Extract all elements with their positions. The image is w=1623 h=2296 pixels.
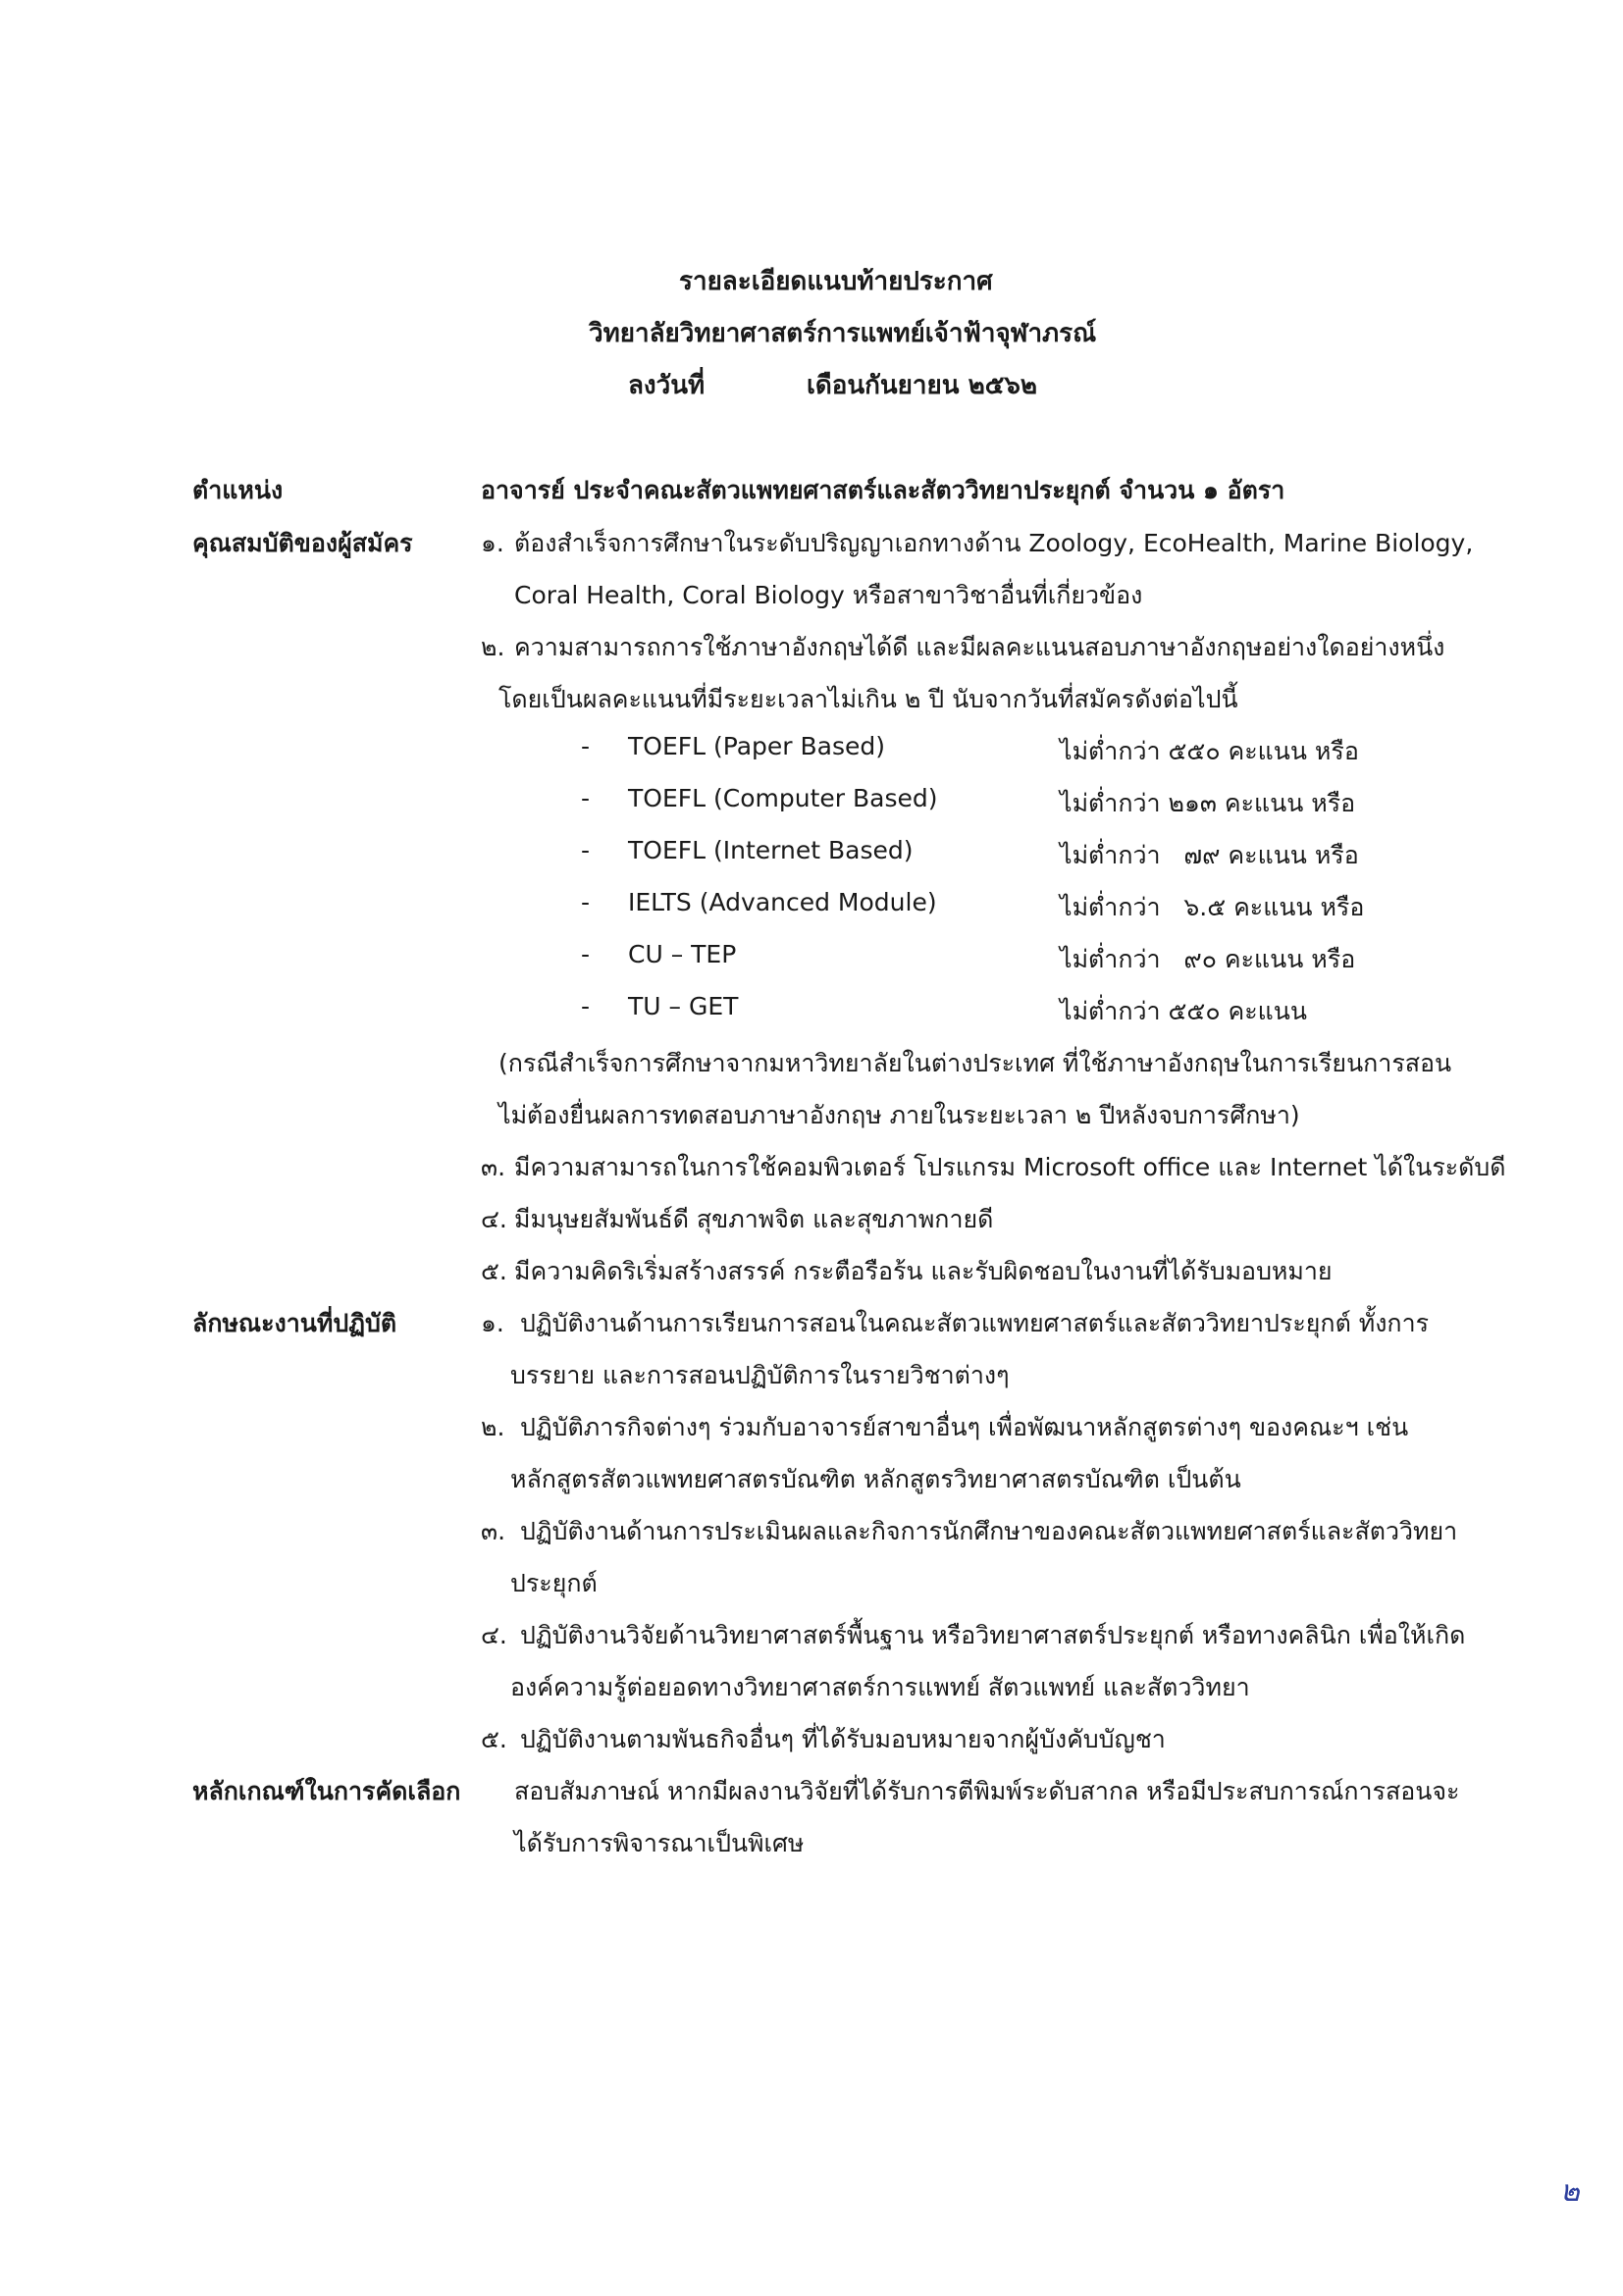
duty-item-4-text: ปฏิบัติงานวิจัยด้านวิทยาศาสตร์พื้นฐาน หรือวิทยาศาสตร์ประยุกต์ หรือทางคลินิก เพื่อให้เกิด xyxy=(520,1621,1466,1649)
test-requirement: ไม่ต่ำกว่า ๖.๕ คะแนน หรือ xyxy=(1060,893,1365,921)
criteria-label: หลักเกณฑ์ในการคัดเลือก xyxy=(192,1777,461,1805)
test-dash: - xyxy=(581,992,591,1020)
criteria-text: สอบสัมภาษณ์ หากมีผลงานวิจัยที่ได้รับการตีพิมพ์ระดับสากล หรือมีประสบการณ์การสอนจะ xyxy=(514,1777,1460,1805)
test-dash: - xyxy=(581,940,591,968)
qual-item-5-text: มีความคิดริเริ่มสร้างสรรค์ กระตือรือร้น และรับผิดชอบในงานที่ได้รับมอบหมาย xyxy=(514,1257,1333,1285)
duty-item-2-text: ปฏิบัติภารกิจต่างๆ ร่วมกับอาจารย์สาขาอื่นๆ เพื่อพัฒนาหลักสูตรต่างๆ ของคณะฯ เช่น xyxy=(520,1413,1409,1441)
header-college: วิทยาลัยวิทยาศาสตร์การแพทย์เจ้าฟ้าจุฬาภรณ์ xyxy=(589,319,1097,348)
qual-item-1-text-cont: Coral Health, Coral Biology หรือสาขาวิชาอื่นที่เกี่ยวข้อง xyxy=(514,581,1143,609)
test-dash: - xyxy=(581,732,591,760)
header-date-prefix: ลงวันที่ xyxy=(628,371,706,400)
duty-item-3-text: ปฏิบัติงานด้านการประเมินผลและกิจการนักศึกษาของคณะสัตวแพทยศาสตร์และสัตววิทยา xyxy=(520,1517,1458,1545)
test-name: IELTS (Advanced Module) xyxy=(628,888,937,916)
duty-item-1-number: ๑. xyxy=(481,1309,504,1337)
duty-item-2-text-cont: หลักสูตรสัตวแพทยศาสตรบัณฑิต หลักสูตรวิทยาศาสตรบัณฑิต เป็นต้น xyxy=(510,1465,1241,1493)
qual-item-4-text: มีมนุษยสัมพันธ์ดี สุขภาพจิต และสุขภาพกายดี xyxy=(514,1205,994,1233)
test-dash: - xyxy=(581,836,591,864)
qual-item-1-text: ต้องสำเร็จการศึกษาในระดับปริญญาเอกทางด้าน Zoology, EcoHealth, Marine Biology, xyxy=(514,529,1474,557)
qualifications-label: คุณสมบัติของผู้สมัคร xyxy=(192,529,413,557)
duties-label: ลักษณะงานที่ปฏิบัติ xyxy=(192,1309,397,1337)
test-name: TU – GET xyxy=(628,992,739,1020)
qual-item-2-number: ๒. xyxy=(481,633,505,661)
qual-item-2-text: ความสามารถการใช้ภาษาอังกฤษได้ดี และมีผลคะแนนสอบภาษาอังกฤษอย่างใดอย่างหนึ่ง xyxy=(514,633,1445,661)
qual-item-5-number: ๕. xyxy=(481,1257,507,1285)
header-date-month: เดือนกันยายน ๒๕๖๒ xyxy=(807,371,1038,400)
duty-item-5-number: ๕. xyxy=(481,1725,507,1753)
test-requirement: ไม่ต่ำกว่า ๙๐ คะแนน หรือ xyxy=(1060,945,1356,973)
qual-item-4-number: ๔. xyxy=(481,1205,507,1233)
position-value: อาจารย์ ประจำคณะสัตวแพทยศาสตร์และสัตววิทยาประยุกต์ จำนวน ๑ อัตรา xyxy=(481,476,1285,504)
qual-item-3-number: ๓. xyxy=(481,1153,506,1181)
test-requirement: ไม่ต่ำกว่า ๕๕๐ คะแนน xyxy=(1060,997,1307,1025)
test-note: (กรณีสำเร็จการศึกษาจากมหาวิทยาลัยในต่างประเทศ ที่ใช้ภาษาอังกฤษในการเรียนการสอน xyxy=(498,1049,1452,1077)
duty-item-1-text-cont: บรรยาย และการสอนปฏิบัติการในรายวิชาต่างๆ xyxy=(510,1361,1010,1389)
test-dash: - xyxy=(581,888,591,916)
duty-item-3-text-cont: ประยุกต์ xyxy=(510,1569,598,1597)
criteria-text-cont: ได้รับการพิจารณาเป็นพิเศษ xyxy=(514,1829,805,1857)
test-dash: - xyxy=(581,784,591,812)
duty-item-4-text-cont: องค์ความรู้ต่อยอดทางวิทยาศาสตร์การแพทย์ สัตวแพทย์ และสัตววิทยา xyxy=(510,1673,1250,1701)
qual-item-3-text: มีความสามารถในการใช้คอมพิวเตอร์ โปรแกรม Microsoft office และ Internet ได้ในระดับดี xyxy=(514,1153,1506,1181)
duty-item-2-number: ๒. xyxy=(481,1413,505,1441)
duty-item-5-text: ปฏิบัติงานตามพันธกิจอื่นๆ ที่ได้รับมอบหมายจากผู้บังคับบัญชา xyxy=(520,1725,1166,1753)
duty-item-1-text: ปฏิบัติงานด้านการเรียนการสอนในคณะสัตวแพทยศาสตร์และสัตววิทยาประยุกต์ ทั้งการ xyxy=(520,1309,1430,1337)
duty-item-3-number: ๓. xyxy=(481,1517,506,1545)
test-name: TOEFL (Internet Based) xyxy=(628,836,914,864)
test-requirement: ไม่ต่ำกว่า ๗๙ คะแนน หรือ xyxy=(1060,841,1359,869)
test-note-cont: ไม่ต้องยื่นผลการทดสอบภาษาอังกฤษ ภายในระยะเวลา ๒ ปีหลังจบการศึกษา) xyxy=(498,1101,1300,1129)
test-name: TOEFL (Paper Based) xyxy=(628,732,885,760)
qual-item-2-text-cont: โดยเป็นผลคะแนนที่มีระยะเวลาไม่เกิน ๒ ปี นับจากวันที่สมัครดังต่อไปนี้ xyxy=(498,685,1238,713)
header-title: รายละเอียดแนบท้ายประกาศ xyxy=(679,267,993,296)
qual-item-1-number: ๑. xyxy=(481,529,504,557)
test-requirement: ไม่ต่ำกว่า ๕๕๐ คะแนน หรือ xyxy=(1060,737,1359,765)
position-label: ตำแหน่ง xyxy=(192,476,284,504)
test-name: TOEFL (Computer Based) xyxy=(628,784,938,812)
duty-item-4-number: ๔. xyxy=(481,1621,507,1649)
page-number-mark: ๒ xyxy=(1560,2174,1580,2209)
test-requirement: ไม่ต่ำกว่า ๒๑๓ คะแนน หรือ xyxy=(1060,789,1356,817)
test-name: CU – TEP xyxy=(628,940,737,968)
